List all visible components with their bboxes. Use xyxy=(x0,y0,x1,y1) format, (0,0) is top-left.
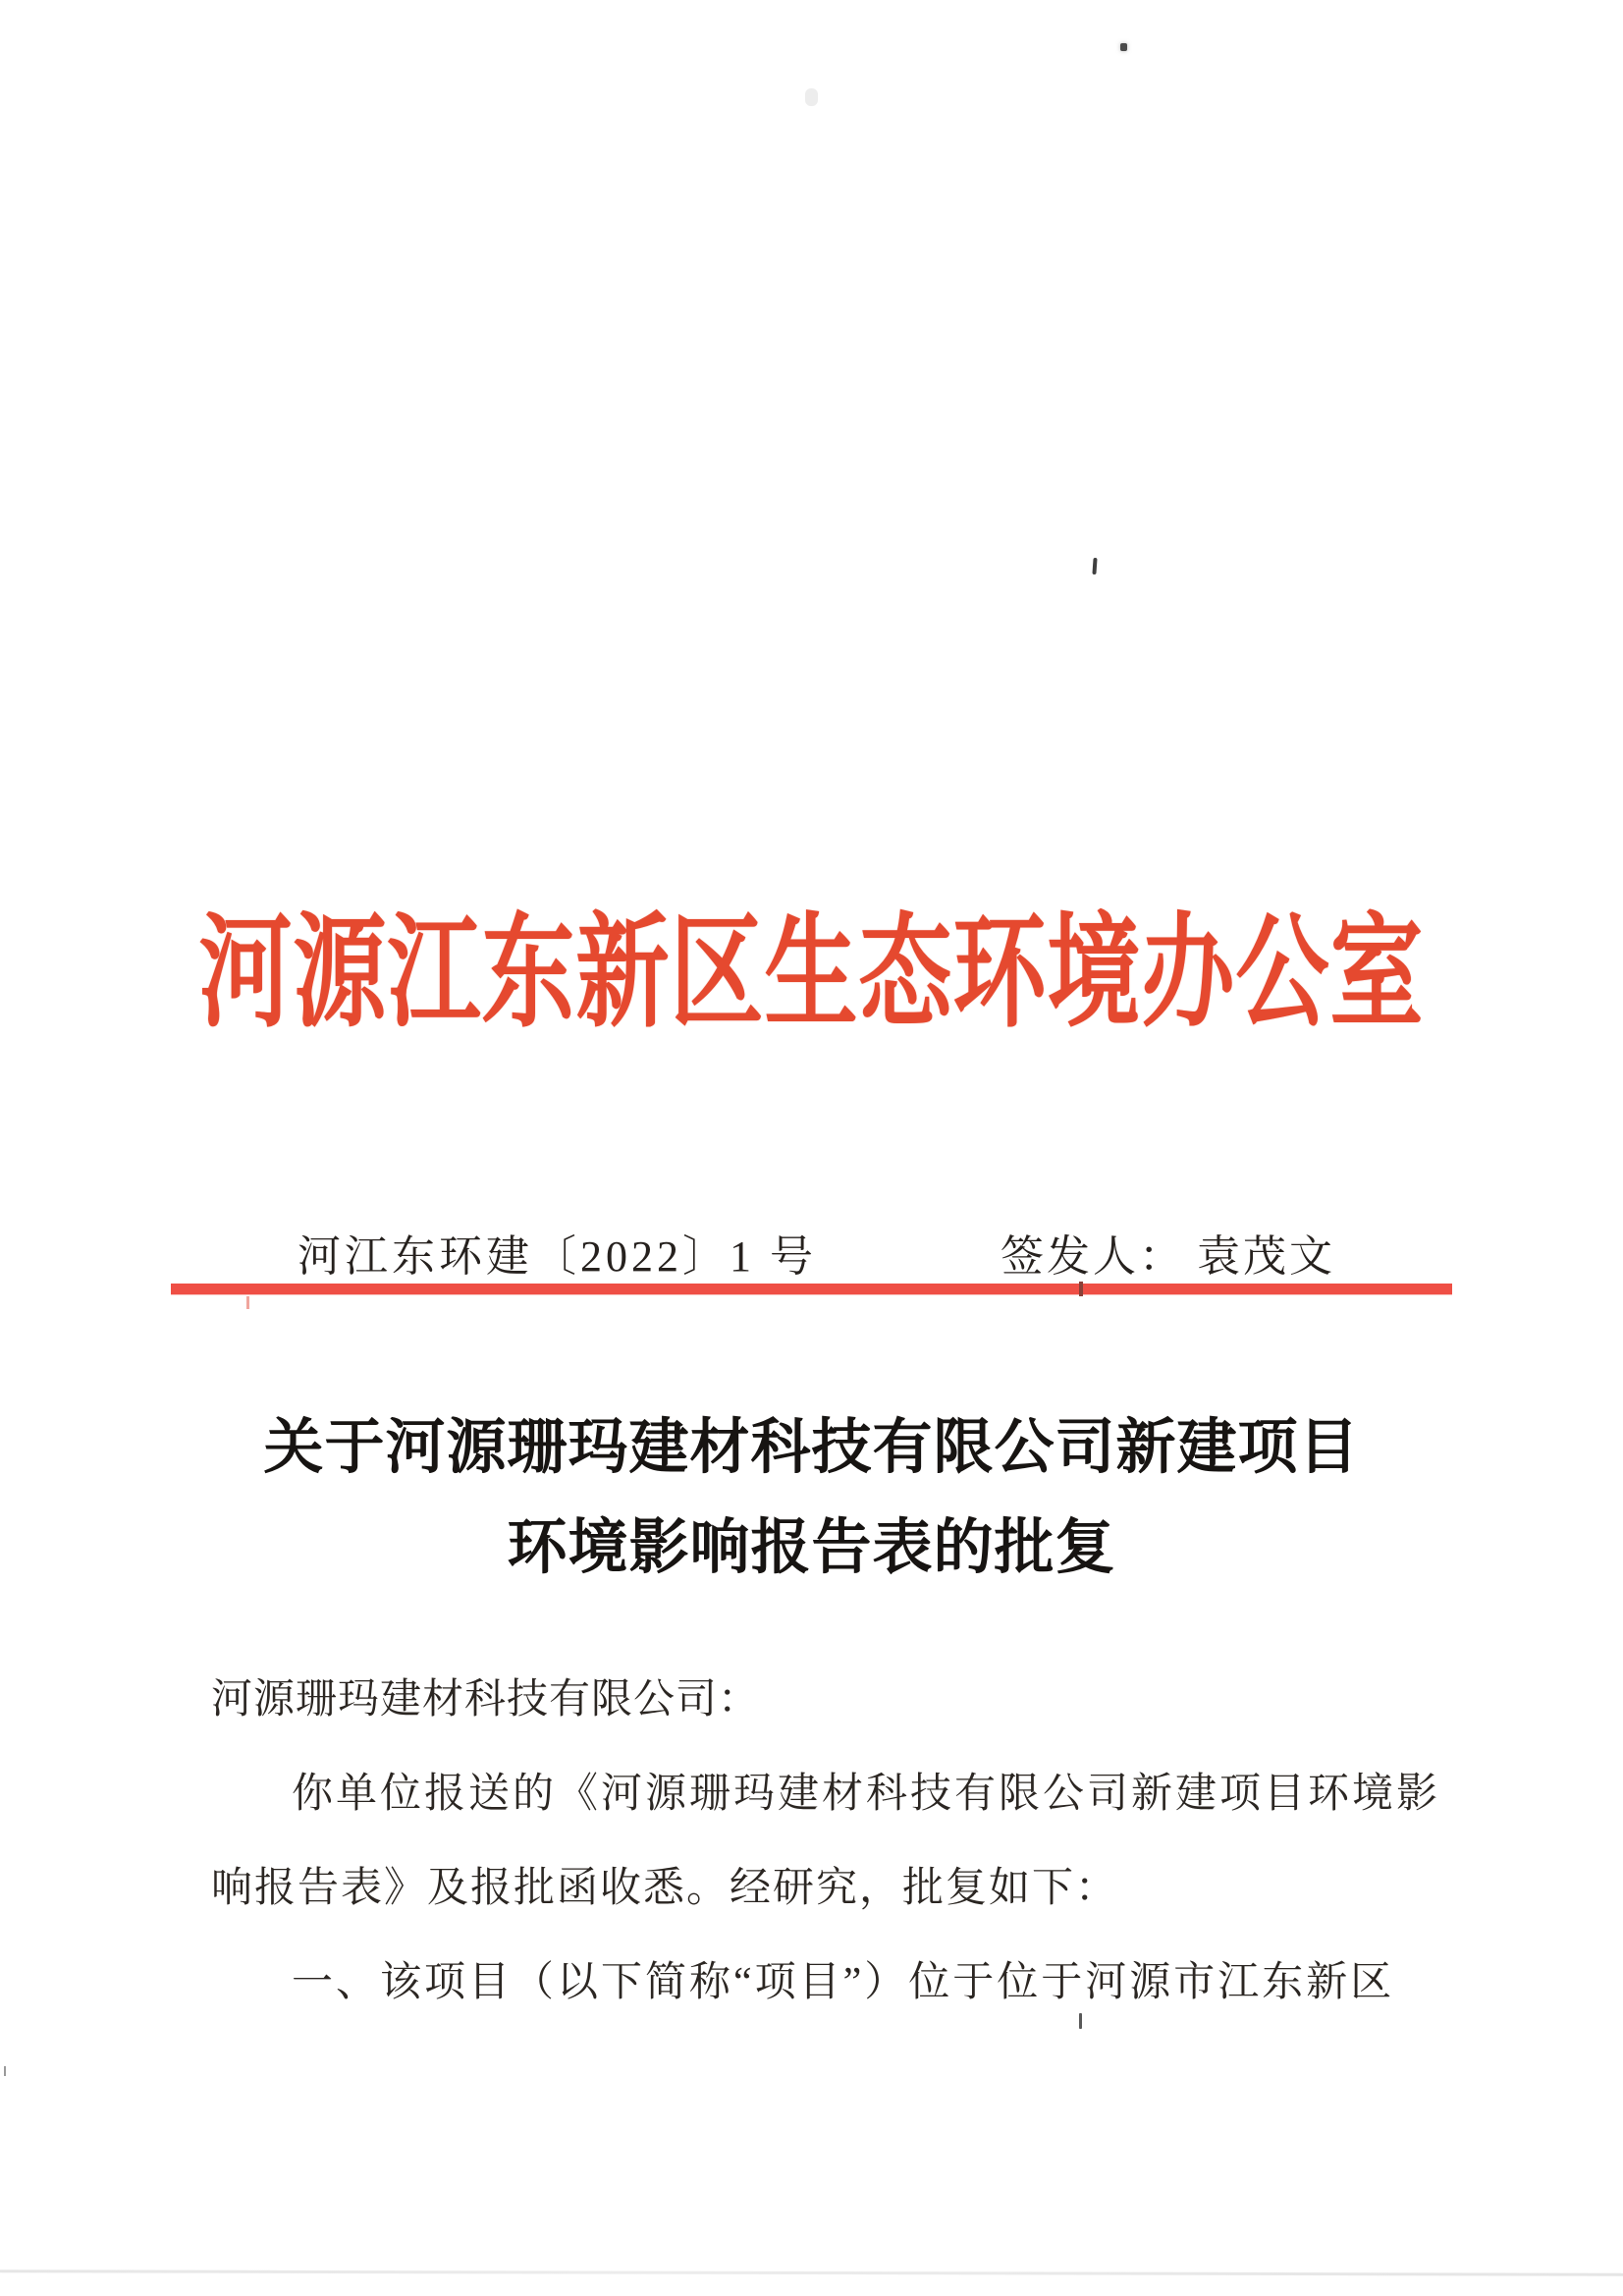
body-paragraph-line: 你单位报送的《河源珊玛建材科技有限公司新建项目环境影 xyxy=(292,1772,1441,1817)
signer-row xyxy=(1001,1221,1335,1284)
body-text xyxy=(211,1653,1478,2030)
body-paragraph-line: 一、该项目（以下简称“项目”）位于位于河源市江东新区 xyxy=(292,1960,1395,2005)
subject-heading-line-2: 环境影响报告表的批复 xyxy=(507,1515,1116,1581)
scan-speck xyxy=(246,1296,249,1309)
scan-smudge xyxy=(805,88,818,106)
scan-speck xyxy=(1120,43,1127,51)
letterhead-agency-title: 河源江东新区生态环境办公室 xyxy=(198,904,1425,1043)
scan-speck xyxy=(1079,2013,1082,2029)
body-paragraph-line: 响报告表》及报批函收悉。经研究，批复如下： xyxy=(211,1866,1119,1911)
subject-heading xyxy=(0,1398,1623,1599)
document-number: 河江东环建〔2022〕1 号 xyxy=(298,1232,817,1281)
scan-speck xyxy=(1092,558,1097,574)
letterhead-red-rule xyxy=(171,1284,1452,1294)
body-salutation: 河源珊玛建材科技有限公司： xyxy=(211,1677,761,1722)
signer-label: 签发人： xyxy=(1001,1232,1185,1281)
scan-speck xyxy=(1079,1282,1083,1296)
scan-speck xyxy=(4,2066,6,2076)
page-edge-shadow xyxy=(0,2269,1623,2275)
subject-heading-line-1: 关于河源珊玛建材科技有限公司新建项目 xyxy=(263,1415,1360,1481)
signer-name: 袁茂文 xyxy=(1197,1232,1335,1281)
